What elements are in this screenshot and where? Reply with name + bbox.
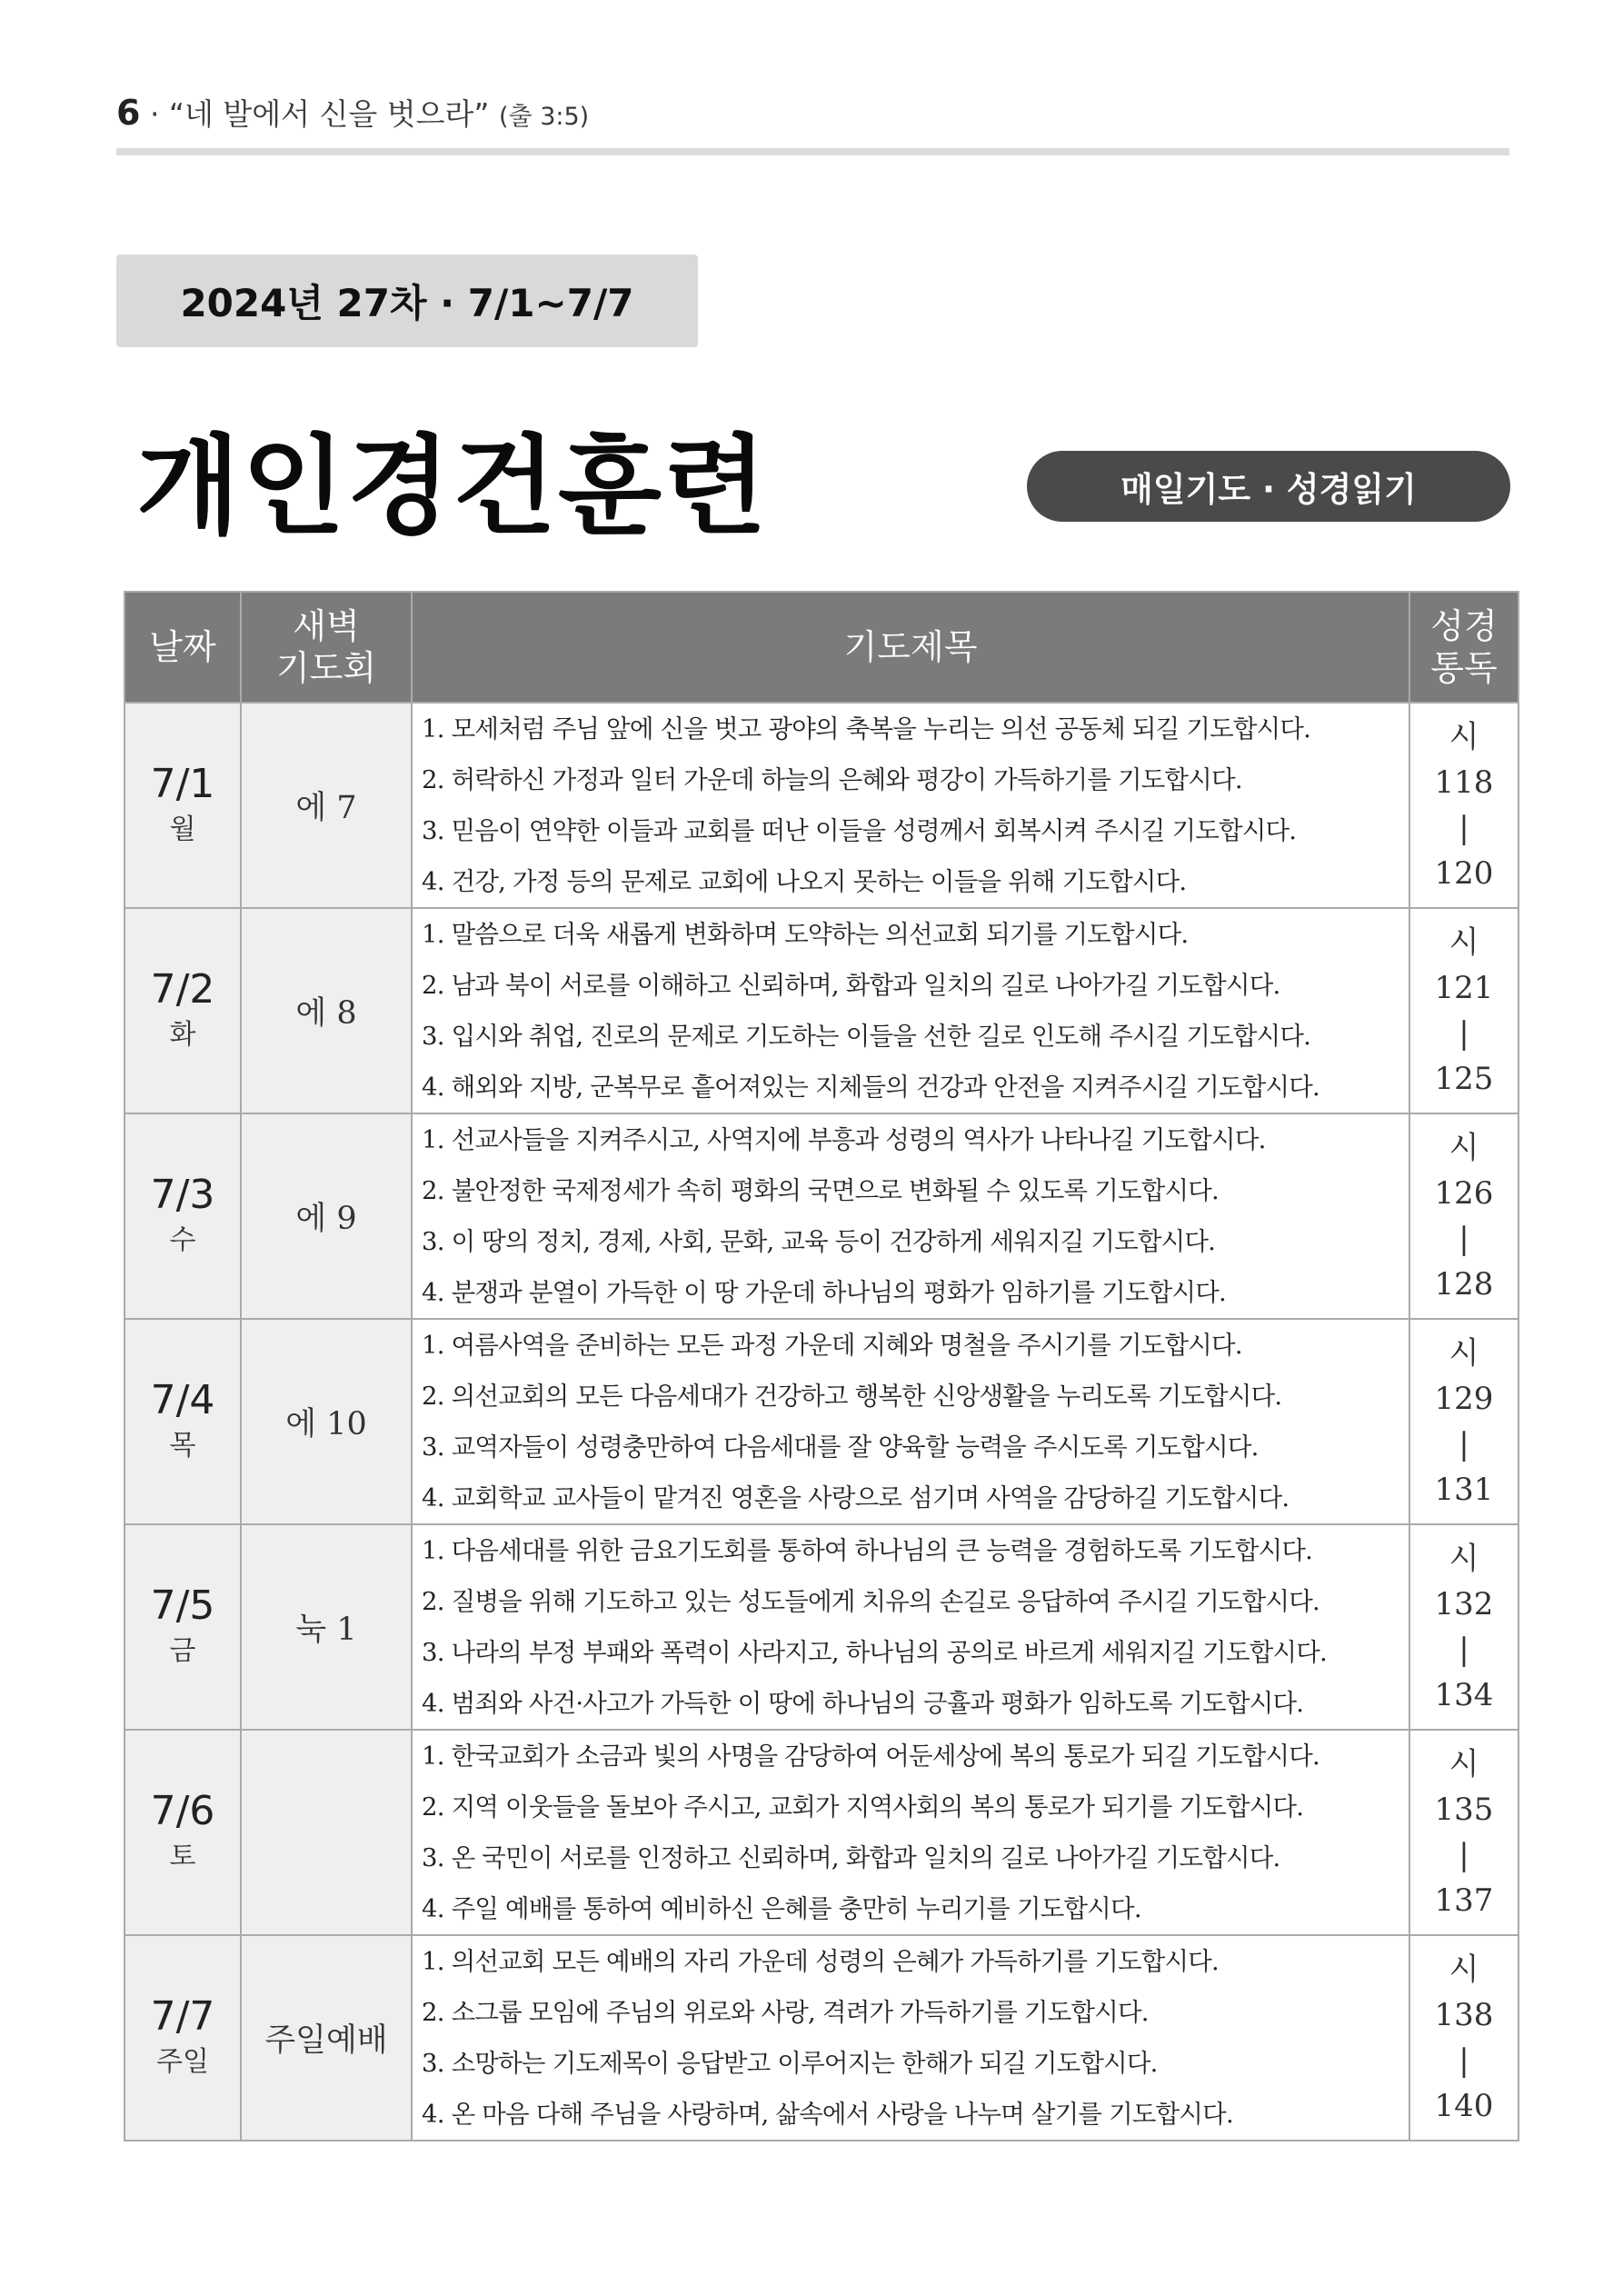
weekday: 주일 [156, 2046, 209, 2078]
prayer-item: 3. 소망하는 기도제목이 응답받고 이루어지는 한해가 되길 기도합시다. [422, 2049, 1158, 2078]
date: 7/4 [150, 1377, 215, 1423]
table-header-row [124, 592, 1518, 703]
prayer-schedule-table [124, 591, 1519, 2141]
table-row [124, 1113, 1518, 1319]
prayer-item: 4. 온 마음 다해 주님을 사랑하며, 삶속에서 사랑을 나누며 살기를 기도합시다. [422, 2100, 1233, 2129]
prayer-item: 1. 의선교회 모든 예배의 자리 가운데 성령의 은혜가 가득하기를 기도합시다. [422, 1947, 1220, 1976]
dawn-passage: 에 10 [285, 1406, 367, 1442]
reading-to: 131 [1434, 1472, 1494, 1508]
prayer-list [413, 1525, 1409, 1729]
reading-to: 140 [1434, 2088, 1494, 2124]
prayer-cell [412, 1524, 1409, 1730]
reading-separator: | [1459, 2042, 1469, 2079]
date-cell [124, 1113, 241, 1319]
dawn-cell [241, 1935, 412, 2141]
header-rule [116, 148, 1509, 155]
reading-from: 129 [1434, 1381, 1494, 1417]
reading-from: 121 [1434, 970, 1494, 1006]
table-row [124, 1935, 1518, 2141]
week-label: 2024년 27차 · 7/1~7/7 [116, 255, 698, 347]
reading-to: 120 [1434, 855, 1494, 892]
reading-to: 125 [1434, 1061, 1494, 1097]
dawn-cell [241, 1730, 412, 1935]
dawn-passage: 눅 1 [295, 1612, 357, 1648]
reading-cell [1409, 1113, 1518, 1319]
date-cell [124, 703, 241, 908]
reading-cell [1409, 1730, 1518, 1935]
reading-book: 시 [1449, 1335, 1479, 1372]
prayer-item: 1. 한국교회가 소금과 빛의 사명을 감당하여 어둔세상에 복의 통로가 되길 기도합시다. [422, 1742, 1320, 1771]
table-row [124, 1730, 1518, 1935]
prayer-list [413, 1114, 1409, 1318]
weekday: 금 [169, 1635, 196, 1667]
date-cell [124, 1935, 241, 2141]
prayer-item: 4. 해외와 지방, 군복무로 흩어져있는 지체들의 건강과 안전을 지켜주시길 기도합시다. [422, 1073, 1320, 1102]
reading-from: 132 [1434, 1586, 1494, 1622]
dawn-cell [241, 703, 412, 908]
table-row [124, 1319, 1518, 1524]
weekday: 수 [169, 1224, 196, 1256]
weekday: 목 [169, 1430, 196, 1462]
prayer-item: 1. 모세처럼 주님 앞에 신을 벗고 광야의 축복을 누리는 의선 공동체 되길 기도합시다. [422, 714, 1311, 744]
table-row [124, 908, 1518, 1113]
date: 7/5 [150, 1582, 215, 1629]
reading-separator: | [1459, 1426, 1469, 1462]
weekday: 월 [169, 814, 196, 845]
dawn-passage: 주일예배 [264, 2022, 388, 2059]
date-cell [124, 1524, 241, 1730]
reading-to: 128 [1434, 1266, 1494, 1303]
dawn-cell [241, 1319, 412, 1524]
prayer-item: 1. 말씀으로 더욱 새롭게 변화하며 도약하는 의선교회 되기를 기도합시다. [422, 920, 1189, 949]
reading-cell [1409, 908, 1518, 1113]
prayer-item: 4. 교회학교 교사들이 맡겨진 영혼을 사랑으로 섬기며 사역을 감당하길 기도합시다. [422, 1483, 1289, 1512]
reading-to: 137 [1434, 1882, 1494, 1919]
header-reading: 성경 통독 [1409, 592, 1518, 703]
dawn-cell [241, 908, 412, 1113]
reading-from: 118 [1434, 764, 1494, 801]
prayer-cell [412, 1113, 1409, 1319]
reading-book: 시 [1449, 719, 1479, 755]
prayer-item: 2. 지역 이웃들을 돌보아 주시고, 교회가 지역사회의 복의 통로가 되기를 기도합시다. [422, 1792, 1304, 1822]
prayer-item: 4. 범죄와 사건·사고가 가득한 이 땅에 하나님의 긍휼과 평화가 임하도록 기도합시다. [422, 1689, 1304, 1718]
reading-from: 138 [1434, 1997, 1494, 2033]
reading-cell [1409, 703, 1518, 908]
page-number: 6 [116, 93, 141, 133]
running-head-text: · “네 발에서 신을 벗으라” [149, 96, 490, 132]
prayer-item: 2. 남과 북이 서로를 이해하고 신뢰하며, 화합과 일치의 길로 나아가길 기도합시다. [422, 971, 1280, 1000]
reading-from: 135 [1434, 1792, 1494, 1828]
prayer-list [413, 704, 1409, 907]
prayer-item: 2. 질병을 위해 기도하고 있는 성도들에게 치유의 손길로 응답하여 주시길 기도합시다. [422, 1587, 1320, 1616]
table-body [124, 703, 1518, 2141]
header-dawn: 새벽 기도회 [241, 592, 412, 703]
date-cell [124, 908, 241, 1113]
date-cell [124, 1730, 241, 1935]
prayer-list [413, 909, 1409, 1113]
dawn-passage: 에 7 [295, 790, 357, 826]
date: 7/6 [150, 1788, 215, 1834]
reading-book: 시 [1449, 1746, 1479, 1782]
weekday: 토 [169, 1841, 196, 1872]
prayer-item: 1. 선교사들을 지켜주시고, 사역지에 부흥과 성령의 역사가 나타나길 기도합시다. [422, 1125, 1266, 1154]
prayer-item: 4. 주일 예배를 통하여 예비하신 은혜를 충만히 누리기를 기도합시다. [422, 1894, 1141, 1923]
prayer-item: 2. 소그룹 모임에 주님의 위로와 사랑, 격려가 가득하기를 기도합시다. [422, 1998, 1149, 2027]
page-title: 개인경건훈련 [136, 424, 769, 549]
prayer-cell [412, 1935, 1409, 2141]
running-head-ref: (출 3:5) [499, 103, 590, 131]
reading-book: 시 [1449, 924, 1479, 961]
reading-book: 시 [1449, 1952, 1479, 1988]
dawn-cell [241, 1113, 412, 1319]
date: 7/3 [150, 1172, 215, 1218]
prayer-cell [412, 703, 1409, 908]
prayer-item: 2. 의선교회의 모든 다음세대가 건강하고 행복한 신앙생활을 누리도록 기도합시다. [422, 1382, 1282, 1411]
prayer-item: 1. 다음세대를 위한 금요기도회를 통하여 하나님의 큰 능력을 경험하도록 기도합시다. [422, 1536, 1313, 1565]
reading-separator: | [1459, 1632, 1469, 1668]
prayer-item: 3. 교역자들이 성령충만하여 다음세대를 잘 양육할 능력을 주시도록 기도합시다. [422, 1433, 1259, 1462]
reading-from: 126 [1434, 1175, 1494, 1212]
dawn-cell [241, 1524, 412, 1730]
prayer-list [413, 1320, 1409, 1523]
date: 7/2 [150, 966, 215, 1013]
table-row [124, 1524, 1518, 1730]
prayer-item: 3. 이 땅의 정치, 경제, 사회, 문화, 교육 등이 건강하게 세워지길 기도합시다. [422, 1227, 1216, 1256]
prayer-list [413, 1936, 1409, 2140]
reading-book: 시 [1449, 1130, 1479, 1166]
reading-separator: | [1459, 1837, 1469, 1873]
dawn-passage: 에 9 [295, 1201, 357, 1237]
prayer-cell [412, 1319, 1409, 1524]
prayer-item: 1. 여름사역을 준비하는 모든 과정 가운데 지혜와 명철을 주시기를 기도합시다. [422, 1331, 1242, 1360]
date-cell [124, 1319, 241, 1524]
date: 7/7 [150, 1993, 215, 2040]
prayer-cell [412, 908, 1409, 1113]
dawn-passage: 에 8 [295, 995, 357, 1032]
prayer-item: 2. 불안정한 국제정세가 속히 평화의 국면으로 변화될 수 있도록 기도합시다. [422, 1176, 1220, 1205]
prayer-cell [412, 1730, 1409, 1935]
reading-cell [1409, 1524, 1518, 1730]
header-topic: 기도제목 [412, 592, 1409, 703]
reading-book: 시 [1449, 1541, 1479, 1577]
prayer-item: 3. 입시와 취업, 진로의 문제로 기도하는 이들을 선한 길로 인도해 주시길 기도합시다. [422, 1022, 1311, 1051]
reading-cell [1409, 1935, 1518, 2141]
prayer-item: 3. 온 국민이 서로를 인정하고 신뢰하며, 화합과 일치의 길로 나아가길 기도합시다. [422, 1843, 1280, 1872]
reading-separator: | [1459, 810, 1469, 846]
reading-to: 134 [1434, 1677, 1494, 1713]
reading-separator: | [1459, 1221, 1469, 1257]
reading-separator: | [1459, 1015, 1469, 1052]
category-tag: 매일기도 · 성경읽기 [1027, 451, 1510, 522]
reading-cell [1409, 1319, 1518, 1524]
prayer-item: 2. 허락하신 가정과 일터 가운데 하늘의 은혜와 평강이 가득하기를 기도합시다. [422, 765, 1242, 794]
weekday: 화 [169, 1019, 196, 1051]
prayer-item: 4. 분쟁과 분열이 가득한 이 땅 가운데 하나님의 평화가 임하기를 기도합시다. [422, 1278, 1226, 1307]
prayer-item: 4. 건강, 가정 등의 문제로 교회에 나오지 못하는 이들을 위해 기도합시다. [422, 867, 1187, 896]
prayer-item: 3. 믿음이 연약한 이들과 교회를 떠난 이들을 성령께서 회복시켜 주시길 기도합시다. [422, 816, 1297, 845]
header-date: 날짜 [124, 592, 241, 703]
date: 7/1 [150, 761, 215, 807]
prayer-list [413, 1731, 1409, 1934]
table-row [124, 703, 1518, 908]
prayer-item: 3. 나라의 부정 부패와 폭력이 사라지고, 하나님의 공의로 바르게 세워지길 기도합시다. [422, 1638, 1327, 1667]
running-head [116, 91, 589, 134]
